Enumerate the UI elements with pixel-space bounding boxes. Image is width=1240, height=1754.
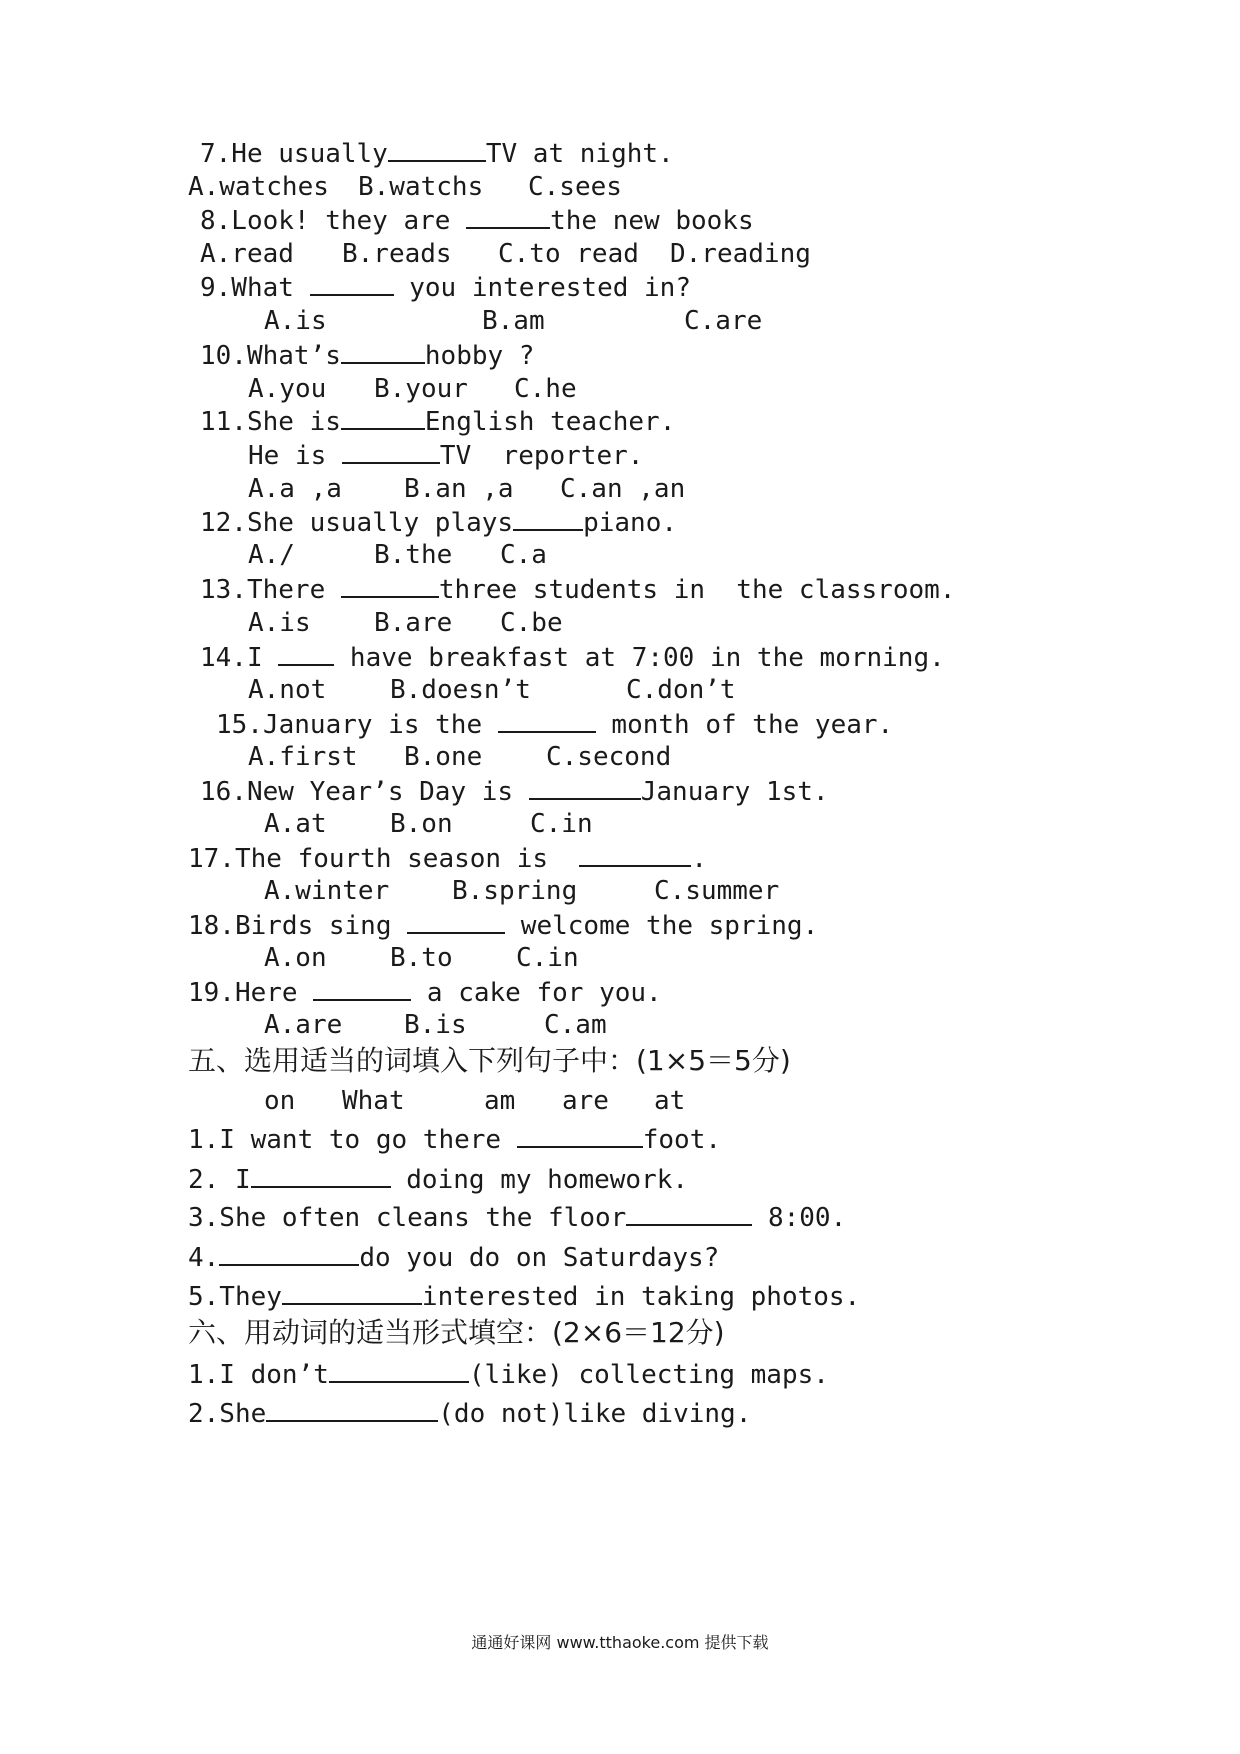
word-bank-item: are	[562, 1086, 609, 1116]
answer-blank[interactable]	[278, 640, 334, 666]
option-c[interactable]: C.don’t	[626, 675, 736, 705]
answer-blank[interactable]	[341, 404, 425, 430]
word-bank-item: What	[342, 1086, 405, 1116]
answer-blank[interactable]	[251, 1162, 391, 1188]
question-8-options	[200, 237, 811, 271]
question-9: 9.What you interested in?	[200, 270, 691, 304]
answer-blank[interactable]	[282, 1279, 422, 1305]
question-12-options	[248, 538, 547, 572]
question-11-line-2: He is TV reporter.	[248, 438, 643, 472]
answer-blank[interactable]	[310, 270, 394, 296]
question-19-options	[264, 1008, 607, 1042]
question-17: 17.The fourth season is .	[188, 841, 707, 875]
answer-blank[interactable]	[517, 1122, 643, 1148]
section-6-heading: 六、用动词的适当形式填空：(2×6＝12分)	[188, 1316, 725, 1349]
question-18-options	[264, 941, 579, 975]
answer-blank[interactable]	[341, 572, 439, 598]
answer-blank[interactable]	[329, 1357, 469, 1383]
word-bank-item: am	[484, 1086, 516, 1116]
option-a[interactable]: A.on	[264, 943, 327, 973]
option-c[interactable]: C.in	[530, 809, 593, 839]
question-16: 16.New Year’s Day is January 1st.	[200, 774, 829, 808]
section-5-heading: 五、选用适当的词填入下列句子中：(1×5＝5分)	[188, 1044, 791, 1077]
question-14-options	[248, 673, 736, 707]
option-a[interactable]: A.watches	[188, 172, 329, 202]
answer-blank[interactable]	[513, 505, 583, 531]
option-c[interactable]: C.second	[546, 742, 672, 772]
answer-blank[interactable]	[219, 1240, 359, 1266]
fill-item-3: 3.She often cleans the floor 8:00.	[188, 1200, 846, 1234]
option-b[interactable]: B.is	[404, 1010, 467, 1040]
question-7-options	[188, 170, 622, 204]
option-b[interactable]: B.spring	[452, 876, 578, 906]
question-14: 14.I have breakfast at 7:00 in the morning.	[200, 640, 945, 674]
question-11-options	[248, 472, 685, 506]
option-b[interactable]: B.am	[482, 306, 545, 336]
fill-item-5: 5.They interested in taking photos.	[188, 1279, 860, 1313]
question-7: 7.He usually TV at night.	[200, 136, 674, 170]
question-9-options	[264, 304, 762, 338]
option-b[interactable]: B.watchs	[358, 172, 484, 202]
option-c[interactable]: C.a	[500, 540, 547, 570]
option-c[interactable]: C.an ,an	[560, 474, 686, 504]
answer-blank[interactable]	[388, 136, 486, 162]
option-b[interactable]: B.doesn’t	[390, 675, 531, 705]
question-12: 12.She usually plays piano.	[200, 505, 677, 539]
answer-blank[interactable]	[342, 438, 440, 464]
option-b[interactable]: B.on	[390, 809, 453, 839]
option-a[interactable]: A.first	[248, 742, 358, 772]
question-8: 8.Look! they are the new books	[200, 203, 754, 237]
question-16-options	[264, 807, 593, 841]
option-a[interactable]: A.you	[248, 374, 327, 404]
option-a[interactable]: A./	[248, 540, 295, 570]
option-d[interactable]: D.reading	[670, 239, 811, 269]
fill-item-2: 2. I doing my homework.	[188, 1162, 688, 1196]
option-b[interactable]: B.reads	[342, 239, 452, 269]
verb-item-2: 2.She (do not)like diving.	[188, 1396, 751, 1430]
option-b[interactable]: B.are	[374, 608, 453, 638]
answer-blank[interactable]	[498, 707, 596, 733]
question-18: 18.Birds sing welcome the spring.	[188, 908, 818, 942]
option-b[interactable]: B.to	[390, 943, 453, 973]
answer-blank[interactable]	[266, 1396, 438, 1422]
option-c[interactable]: C.in	[516, 943, 579, 973]
fill-item-1: 1.I want to go there foot.	[188, 1122, 721, 1156]
option-c[interactable]: C.be	[500, 608, 563, 638]
option-a[interactable]: A.are	[264, 1010, 343, 1040]
option-a[interactable]: A.is	[264, 306, 327, 336]
option-a[interactable]: A.winter	[264, 876, 390, 906]
word-bank-item: at	[654, 1086, 686, 1116]
answer-blank[interactable]	[579, 841, 691, 867]
option-a[interactable]: A.not	[248, 675, 327, 705]
verb-item-1: 1.I don’t (like) collecting maps.	[188, 1357, 829, 1391]
question-15-options	[248, 740, 671, 774]
question-13: 13.There three students in the classroom.	[200, 572, 955, 606]
answer-blank[interactable]	[466, 203, 550, 229]
page-footer: 通通好课网 www.tthaoke.com 提供下载	[471, 1633, 769, 1652]
option-c[interactable]: C.am	[544, 1010, 607, 1040]
question-19: 19.Here a cake for you.	[188, 975, 662, 1009]
option-c[interactable]: C.he	[514, 374, 577, 404]
answer-blank[interactable]	[626, 1200, 752, 1226]
option-c[interactable]: C.summer	[654, 876, 780, 906]
answer-blank[interactable]	[313, 975, 411, 1001]
question-13-options	[248, 606, 563, 640]
answer-blank[interactable]	[407, 908, 505, 934]
option-a[interactable]: A.read	[200, 239, 294, 269]
option-b[interactable]: B.one	[404, 742, 483, 772]
question-17-options	[264, 874, 779, 908]
question-10: 10.What’s hobby ?	[200, 338, 534, 372]
option-a[interactable]: A.a ,a	[248, 474, 342, 504]
answer-blank[interactable]	[529, 774, 641, 800]
option-c[interactable]: C.to read	[498, 239, 639, 269]
option-b[interactable]: B.an ,a	[404, 474, 514, 504]
option-a[interactable]: A.at	[264, 809, 327, 839]
question-11: 11.She is English teacher.	[200, 404, 675, 438]
option-c[interactable]: C.are	[684, 306, 763, 336]
word-bank-item: on	[264, 1086, 296, 1116]
option-a[interactable]: A.is	[248, 608, 311, 638]
question-15: 15.January is the month of the year.	[216, 707, 893, 741]
word-bank	[264, 1084, 685, 1118]
option-c[interactable]: C.sees	[528, 172, 622, 202]
answer-blank[interactable]	[341, 338, 425, 364]
option-b[interactable]: B.your	[374, 374, 468, 404]
fill-item-4: 4. do you do on Saturdays?	[188, 1240, 719, 1274]
question-10-options	[248, 372, 577, 406]
option-b[interactable]: B.the	[374, 540, 453, 570]
